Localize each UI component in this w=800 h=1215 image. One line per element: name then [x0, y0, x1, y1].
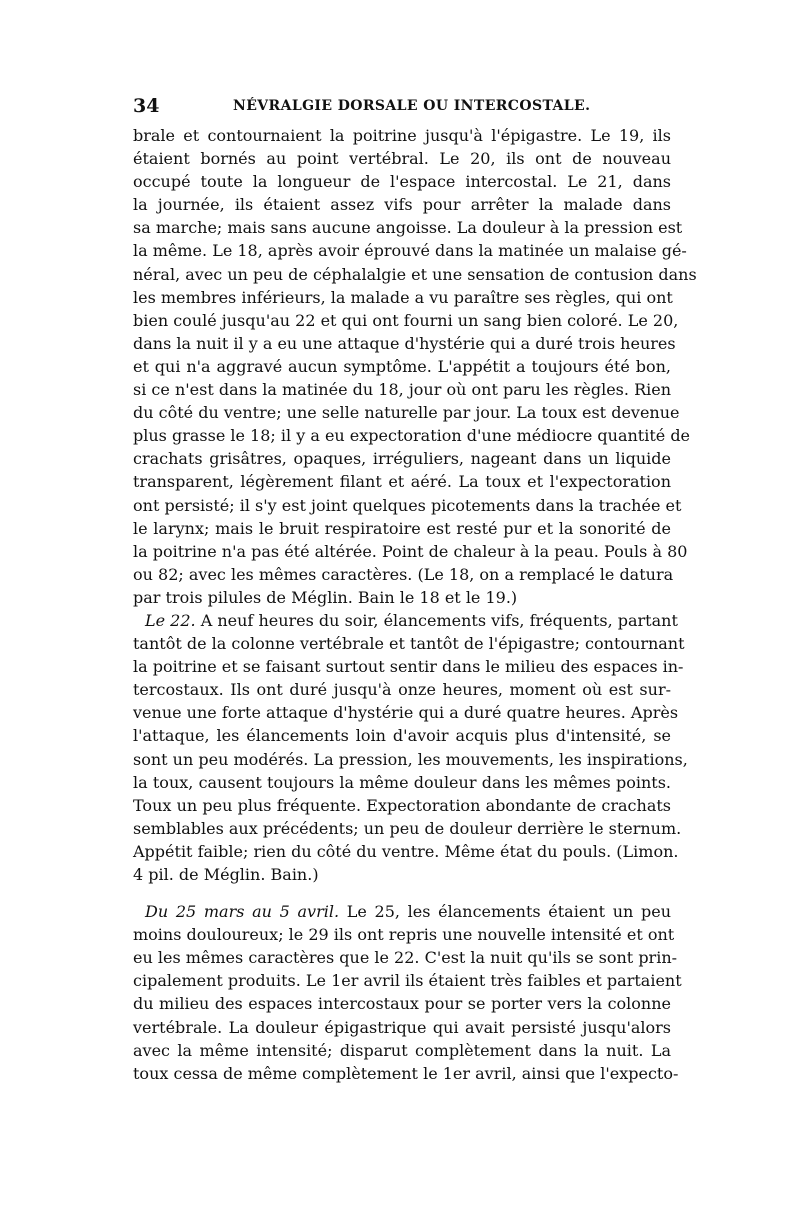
text-line: sa marche; mais sans aucune angoisse. La douleur à la pression est	[133, 218, 683, 238]
first-line-text: Le 25, les élancements étaient un peu	[339, 902, 672, 922]
text-line: sont un peu modérés. La pression, les mouvements, les inspirations,	[133, 749, 688, 769]
text-line: la poitrine et se faisant surtout sentir dans le milieu des espaces in-	[133, 657, 684, 677]
text-line: du milieu des espaces intercostaux pour se porter vers la colonne	[133, 994, 671, 1014]
paragraph-continuation	[133, 124, 697, 609]
running-title: NÉVRALGIE DORSALE OU INTERCOSTALE.	[233, 98, 591, 114]
text-line: tantôt de la colonne vertébrale et tantôt de l'épigastre; contournant	[133, 634, 685, 654]
running-head	[133, 95, 671, 117]
text-line: par trois pilules de Méglin. Bain le 18 et le 19.)	[133, 587, 518, 607]
text-line: venue une forte attaque d'hystérie qui a duré quatre heures. Après	[133, 703, 679, 723]
text-line: tercostaux. Ils ont duré jusqu'à onze heures, moment où est sur-	[133, 680, 671, 700]
text-line: les membres inférieurs, la malade a vu paraître ses règles, qui ont	[133, 287, 673, 307]
paragraph-le-22	[133, 609, 688, 886]
text-line: si ce n'est dans la matinée du 18, jour où ont paru les règles. Rien	[133, 380, 671, 400]
text-line: avec la même intensité; disparut complètement dans la nuit. La	[133, 1040, 671, 1060]
text-line: 4 pil. de Méglin. Bain.)	[133, 865, 319, 884]
text-line: Appétit faible; rien du côté du ventre. Même état du pouls. (Limon.	[133, 841, 679, 861]
paragraph-first-line	[133, 609, 678, 632]
text-line: bien coulé jusqu'au 22 et qui ont fourni un sang bien coloré. Le 20,	[133, 310, 679, 330]
text-line: cipalement produits. Le 1er avril ils étaient très faibles et partaient	[133, 971, 682, 991]
text-line: l'attaque, les élancements loin d'avoir acquis plus d'intensité, se	[133, 726, 671, 746]
paragraph-du-25-mars	[133, 900, 682, 1085]
text-line: néral, avec un peu de céphalalgie et une sensation de contusion dans	[133, 264, 697, 284]
text-line: occupé toute la longueur de l'espace intercostal. Le 21, dans	[133, 172, 671, 192]
text-line: transparent, légèrement filant et aéré. La toux et l'expectoration	[133, 472, 671, 492]
text-line: ont persisté; il s'y est joint quelques picotements dans la trachée et	[133, 495, 682, 515]
text-line: crachats grisâtres, opaques, irréguliers, nageant dans un liquide	[133, 449, 671, 469]
text-line: plus grasse le 18; il y a eu expectoration d'une médiocre quantité de	[133, 426, 691, 446]
text-body	[133, 124, 697, 1085]
text-line: brale et contournaient la poitrine jusqu'à l'épigastre. Le 19, ils	[133, 126, 671, 145]
text-line: moins douloureux; le 29 ils ont repris une nouvelle intensité et ont	[133, 925, 675, 945]
text-line: semblables aux précédents; un peu de douleur derrière le sternum.	[133, 818, 682, 838]
text-line: dans la nuit il y a eu une attaque d'hystérie qui a duré trois heures	[133, 333, 676, 353]
date-lead: Du 25 mars au 5 avril.	[145, 902, 340, 922]
text-line: toux cessa de même complètement le 1er avril, ainsi que l'expecto-	[133, 1063, 679, 1083]
text-line: le larynx; mais le bruit respiratoire est resté pur et la sonorité de	[133, 518, 671, 538]
page-number: 34	[133, 95, 160, 117]
text-line: la toux, causent toujours la même douleur dans les mêmes points.	[133, 772, 671, 792]
text-line: et qui n'a aggravé aucun symptôme. L'appétit a toujours été bon,	[133, 356, 671, 376]
paragraph-first-line	[133, 900, 671, 923]
first-line-text: A neuf heures du soir, élancements vifs, fréquents, partant	[195, 610, 678, 630]
date-lead: Le 22.	[145, 610, 196, 630]
text-line: la même. Le 18, après avoir éprouvé dans la matinée un malaise gé-	[133, 241, 687, 261]
text-line: ou 82; avec les mêmes caractères. (Le 18, on a remplacé le datura	[133, 564, 674, 584]
text-line: eu les mêmes caractères que le 22. C'est la nuit qu'ils se sont prin-	[133, 948, 678, 968]
text-line: Toux un peu plus fréquente. Expectoration abondante de crachats	[133, 795, 671, 815]
text-line: vertébrale. La douleur épigastrique qui avait persisté jusqu'alors	[133, 1017, 671, 1037]
text-line: étaient bornés au point vertébral. Le 20, ils ont de nouveau	[133, 149, 671, 169]
text-line: la poitrine n'a pas été altérée. Point de chaleur à la peau. Pouls à 80	[133, 541, 688, 561]
text-line: la journée, ils étaient assez vifs pour arrêter la malade dans	[133, 195, 671, 215]
text-line: du côté du ventre; une selle naturelle par jour. La toux est devenue	[133, 403, 680, 423]
